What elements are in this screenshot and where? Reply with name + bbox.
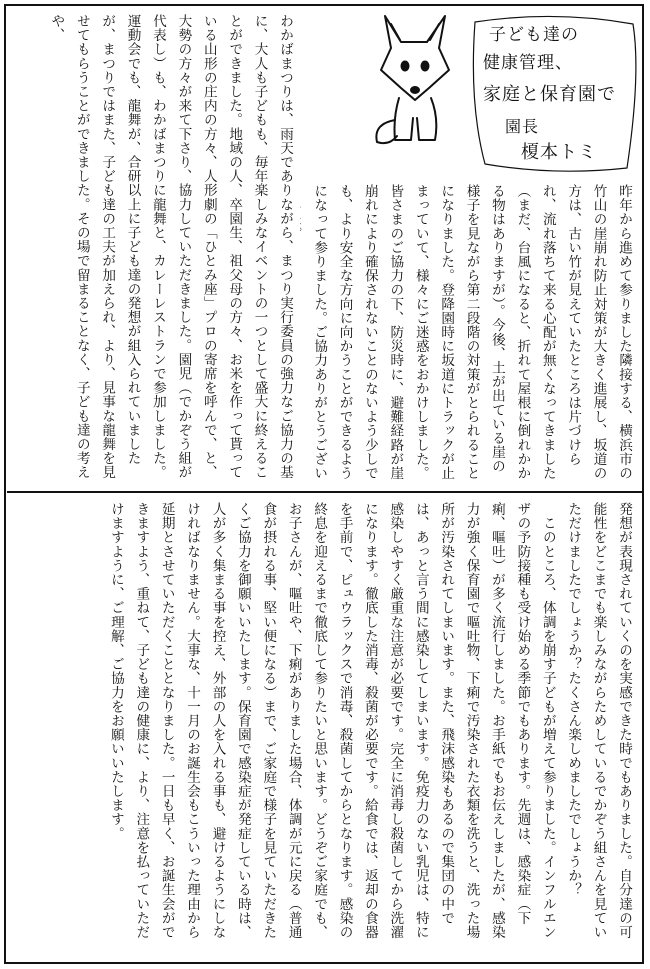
author-name: 榎本トミ bbox=[521, 142, 597, 163]
article-paragraph-1: 昨年から進めて参りました隣接する、横浜市の竹山の崖崩れ防止対策が大きく進展し、坂道の方は、古い竹が見えていたところは片づけられ、流れ落ちて来る心配が無くなってきました（まだ、台風になると、折れて屋根に倒れかかる物はありますが）。今後、土が出ている崖の様子を見ながら第二段階の対策がとられることになりました。登降園時に坂道にトラックが止まっていて、様々にご迷惑をおかけしました。皆さまのご協力の下、防災時に、避難経路が崖崩れにより確保されないことのないよう少しでも、より安全な方向に向かうことができるようになって参りました。ご協力ありがとうござい bbox=[311, 184, 632, 481]
article-heading bbox=[465, 14, 640, 174]
article-paragraph-3: 発想が表現されていくのを実感できた時でもありました。自分達の可能性をどこまでも楽しみながらためしているでかぞう組さんを見ていただけましたでしょうか？たくさん楽しめましたでしょうか？ このところ、体調を崩す子どもが増えて参りました。インフルエンザの予防接種も受け始める季節でもあります。先週は、感染症（下痢、嘔吐）が多く流行しました。お手紙でもお伝えしましたが、感染力が強く保育園で嘔吐物、下痢で汚染された衣類を洗うと、洗った場所が汚染されてしまいます。また、飛沫感染もあるので集団の中では、あっと言う間に感染してしまいます。免疫力のない乳児は、特に感染しやすく厳重な注意が必要です。完全に消毒し殺菌してから洗濯になります。徹底した消毒、殺菌が必要です。給食では、返却の食器を手前で、ピュウラックスで消毒、殺菌してからとなります。感染の終息を迎えるまで徹底して参りたいと思います。どうぞご家庭でも、お子さんが、嘔吐や、下痢がありました場合、体調が元に戻る（普通食が摂れる事、堅い便になる）まで、ご家庭で様子を見ていただきたくご協力を御願いいたします。保育園で感染症が発症している時は、人が多く集まる事を控え、外部の人を入れる事も、避けるようにしなければなりません。大事な、十一月のお誕生会もこういった理由から延期とさせていただくこととなりました。一日も早く、お誕生会ができますよう、重ねて、子ども達の健康に、より、注意を払っていただけますように、ご理解、ご協力をお願いいたします。 bbox=[107, 502, 632, 940]
article-paragraph-2: わかばまつりは、雨天でありながら、まつり実行委員の強力なご協力の基に、大人も子どもも、毎年楽しみなイベントの一つとして盛大に終えることができました。地域の人、卒園生、祖父母の方々、お米を作って貰っている山形の庄内の方々、人形劇の「ひとみ座」プロの寄席を呼んで、と、大勢の方々が来て下さり、協力していただきました。園児（でかぞう組が代表し）も、わかばまつりに龍舞と、カレーレストランで参加しました。運動会でも、龍舞が、合研以上に子ども達の発想が組入られていましたが、まつりではまた、子ども達の工夫が加えられ、より、見事な龍舞を見せてもらうことができました。その場で留まることなく、子ども達の考えや、 bbox=[48, 14, 293, 480]
title-line-3: 家庭と保育園で bbox=[483, 84, 616, 105]
title-line-2: 健康管理、 bbox=[483, 53, 573, 73]
title-line-1: 子ども達の bbox=[489, 25, 579, 45]
author-role: 園長 bbox=[505, 117, 540, 136]
fox-illustration bbox=[365, 8, 465, 148]
section-divider bbox=[7, 491, 643, 493]
